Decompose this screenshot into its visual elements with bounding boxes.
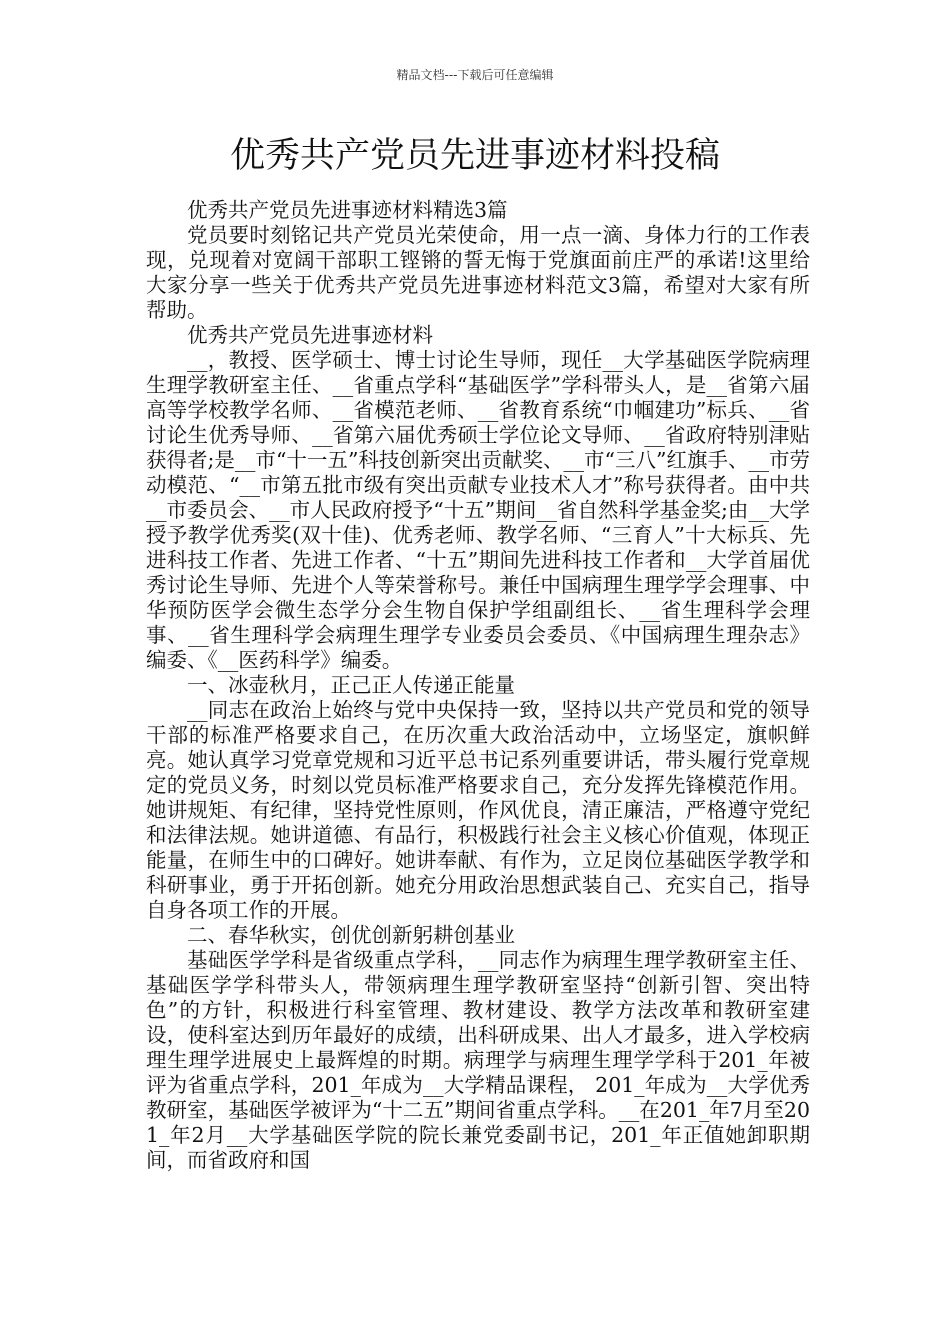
biography-paragraph: __，教授、医学硕士、博士讨论生导师，现任__大学基础医学院病理生理学教研室主任、__省重点学科“基础医学”学科带头人，是__省第六届高等学校教学名师、__省模范老师、__省教育系统“巾帼建功”标兵、__省讨论生优秀导师、__省第六届优秀硕士学位论文导师、__省政府特别津贴获得者;是__市“十一五”科技创新突出贡献奖、__市“三八”红旗手、__市劳动模范、“__市第五批市级有突出贡献专业技术人才”称号获得者。由中共__市委员会、__市人民政府授予“十五”期间__省自然科学基金奖;由__大学授予教学优秀奖(双十佳)、优秀老师、教学名师、“三育人”十大标兵、先进科技工作者、先进工作者、“十五”期间先进科技工作者和__大学首届优秀讨论生导师、先进个人等荣誉称号。兼任中国病理生理学学会理事、中华预防医学会微生态学分会生物自保护学组副组长、__省生理科学会理事、__省生理科学会病理生理学专业委员会委员、《中国病理生理杂志》编委、《__医药科学》编委。 — [146, 348, 810, 672]
intro-paragraph: 党员要时刻铭记共产党员光荣使命，用一点一滴、身体力行的工作表现，兑现着对宽阔干部职工铿锵的誓无悔于党旗面前庄严的承诺!这里给大家分享一些关于优秀共产党员先进事迹材料范文3篇，希望对大家有所帮助。 — [146, 223, 810, 322]
subtitle-paragraph: 优秀共产党员先进事迹材料精选3篇 — [187, 198, 508, 222]
section-heading: 优秀共产党员先进事迹材料 — [187, 323, 433, 347]
header-note: 精品文档---下载后可任意编辑 — [396, 68, 554, 82]
section-2-paragraph: 基础医学学科是省级重点学科，__同志作为病理生理学教研室主任、基础医学学科带头人，带领病理生理学教研室坚持“创新引智、突出特色”的方针，积极进行科室管理、教材建设、教学方法改革和教研室建设，使科室达到历年最好的成绩，出科研成果、出人才最多，进入学校病理生理学进展史上最辉煌的时期。病理学与病理生理学学科于201_年被评为省重点学科，201_年成为__大学精品课程， 201_年成为__大学优秀教研室，基础医学被评为“十二五”期间省重点学科。__在201_年7月至201_年2月__大学基础医学院的院长兼党委副书记，201_年正值她卸职期间，而省政府和国 — [146, 948, 810, 1172]
section-1-paragraph: __同志在政治上始终与党中央保持一致，坚持以共产党员和党的领导干部的标准严格要求自己，在历次重大政治活动中，立场坚定，旗帜鲜亮。她认真学习党章党规和习近平总书记系列重要讲话，带头履行党章规定的党员义务，时刻以党员标准严格要求自己，充分发挥先锋模范作用。她讲规矩、有纪律，坚持党性原则，作风优良，清正廉洁，严格遵守党纪和法律法规。她讲道德、有品行，积极践行社会主义核心价值观，体现正能量，在师生中的口碑好。她讲奉献、有作为，立足岗位基础医学教学和科研事业，勇于开拓创新。她充分用政治思想武装自己、充实自己，指导自身各项工作的开展。 — [146, 698, 810, 922]
document-title: 优秀共产党员先进事迹材料投稿 — [229, 136, 720, 176]
document-body — [146, 198, 810, 1173]
section-heading-1: 一、冰壶秋月，正己正人传递正能量 — [187, 673, 515, 697]
section-heading-2: 二、春华秋实，创优创新躬耕创基业 — [187, 923, 515, 947]
